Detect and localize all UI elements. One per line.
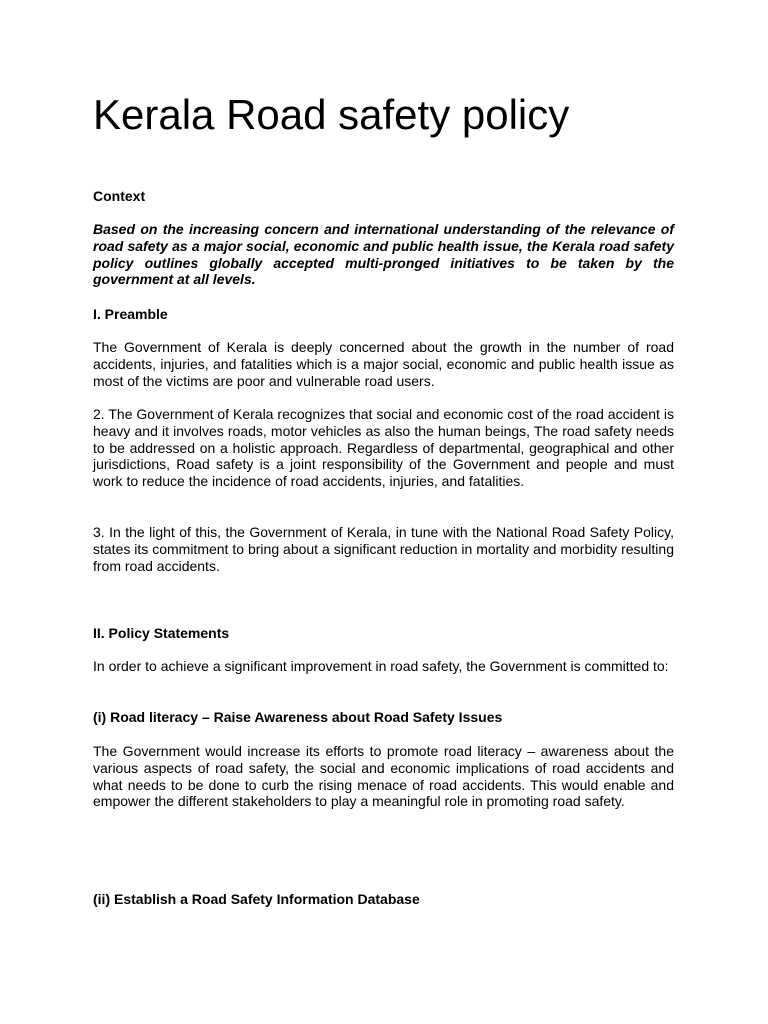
preamble-paragraph-2: 2. The Government of Kerala recognizes that social and economic cost of the road accident is heavy and it involves roads, motor vehicles as also the human beings, The road safety needs to be addressed on a holistic approach. Regardless of departmental, geographical and other jurisdictions, Road safety is a joint responsibility of the Government and people and must work to reduce the incidence of road accidents, injuries, and fatalities. <box>93 406 674 490</box>
context-text: Based on the increasing concern and international understanding of the relevance of road safety as a major social, economic and public health issue, the Kerala road safety policy outlines globally accepted multi-pronged initiatives to be taken by the government at all levels. <box>93 221 674 288</box>
document-title: Kerala Road safety policy <box>93 91 570 138</box>
policy-heading: II. Policy Statements <box>93 625 230 641</box>
policy-item-2-heading: (ii) Establish a Road Safety Information Database <box>93 891 420 907</box>
policy-item-1-heading: (i) Road literacy – Raise Awareness about Road Safety Issues <box>93 709 503 725</box>
context-heading: Context <box>93 188 146 204</box>
preamble-paragraph-1: The Government of Kerala is deeply concerned about the growth in the number of road accidents, injuries, and fatalities which is a major social, economic and public health issue as most of the victims are poor and vulnerable road users. <box>93 339 674 389</box>
policy-item-1-text: The Government would increase its efforts to promote road literacy – awareness about the various aspects of road safety, the social and economic implications of road accidents and what needs to be done to curb the rising menace of road accidents. This would enable and empower the different stakeholders to play a meaningful role in promoting road safety. <box>93 743 674 810</box>
policy-intro: In order to achieve a significant improvement in road safety, the Government is committed to: <box>93 658 669 674</box>
preamble-paragraph-3: 3. In the light of this, the Government of Kerala, in tune with the National Road Safety Policy, states its commitment to bring about a significant reduction in mortality and morbidity resulting from road accidents. <box>93 524 674 574</box>
preamble-heading: I. Preamble <box>93 306 168 322</box>
